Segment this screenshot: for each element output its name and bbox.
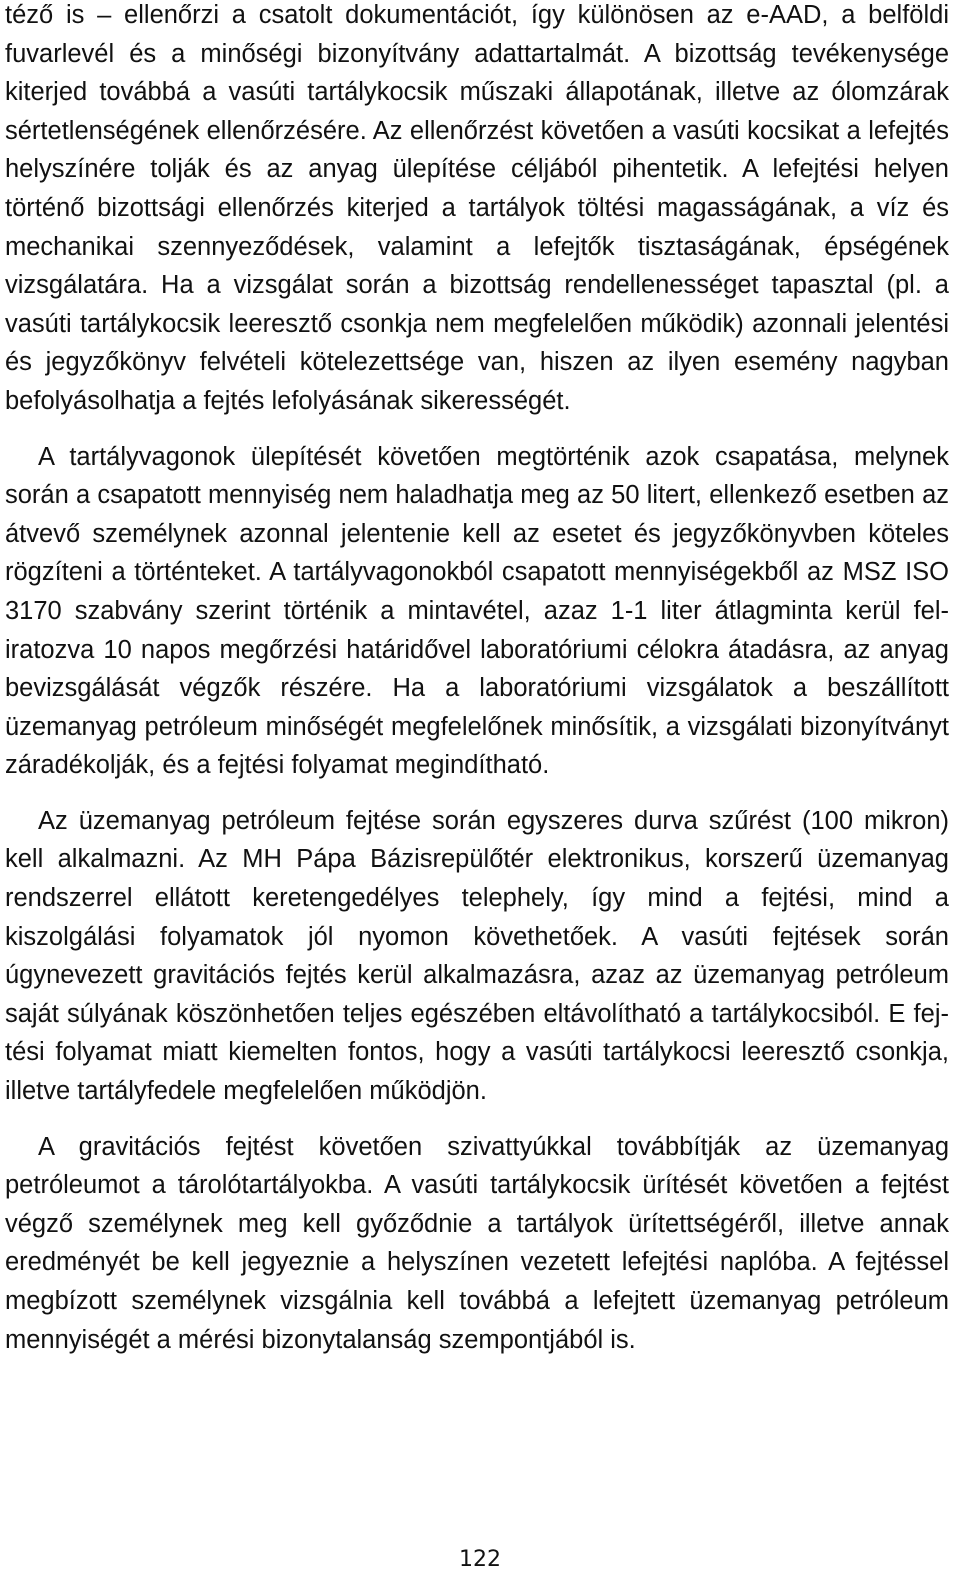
paragraph-2: A tartályvagonok ülepítését követően megtörténik azok csapatása, melynek során a csapatott mennyiség nem haladhatja meg az 50 litert, ellenkező esetben az átvevő személynek azonnal jelentenie kell az esetet és jegyzőkönyvben köteles rögzíteni a történteket. A tartályvagonokból csapatott mennyiségekből az MSZ ISO 3170 szabvány szerint történik a mintavétel, azaz 1-1 liter átlagminta kerül feliratozva 10 napos megőrzési határidővel laboratóriumi célokra átadásra, az anyag bevizsgálását végzők részére. Ha a laboratóriumi vizsgálatok a beszállított üzemanyag petróleum minőségét megfelelőnek minősítik, a vizsgálati bizonyítványt záradékolják, és a fejtési folyamat megindítható. <box>5 442 949 780</box>
body-text <box>5 0 949 1359</box>
paragraph-4: A gravitációs fejtést követően szivattyúkkal továbbítják az üzemanyag petróleumot a tárolótartályokba. A vasúti tartálykocsik ürítését követően a fejtést végző személynek meg kell győződnie a tartályok ürítettségéről, illetve annak eredményét be kell jegyeznie a helyszínen vezetett lefejtési naplóba. A fejtéssel megbízott személynek vizsgálnia kell továbbá a lefejtett üzemanyag petróleum mennyiségét a mérési bizonytalanság szempontjából is. <box>5 1132 949 1354</box>
paragraph-3: Az üzemanyag petróleum fejtése során egyszeres durva szűrést (100 mikron) kell alkalmazni. Az MH Pápa Bázisrepülőtér elektronikus, korszerű üzemanyag rendszerrel ellátott keretengedélyes telephely, így mind a fejtési, mind a kiszolgálási folyamatok jól nyomon követhetőek. A vasúti fejtések során úgynevezett gravitációs fejtés kerül alkalmazásra, azaz az üzemanyag petróleum saját súlyának köszönhetően teljes egészében eltávolítható a tartálykocsiból. E fejtési folyamat miatt kiemelten fontos, hogy a vasúti tartálykocsi leeresztő csonkja, illetve tartályfedele megfelelően működjön. <box>5 806 949 1106</box>
page-number: 122 <box>459 1547 501 1572</box>
paragraph-1: téző is – ellenőrzi a csatolt dokumentációt, így különösen az e-AAD, a belföldi fuvarlevél és a minőségi bizonyítvány adattartalmát. A bizottság tevékenysége kiterjed továbbá a vasúti tartálykocsik műszaki állapotának, illetve az ólomzárak sértetlenségének ellenőrzésére. Az ellenőrzést követően a vasúti kocsikat a lefejtés helyszínére tolják és az anyag ülepítése céljából pihentetik. A lefejtési helyen történő bizottsági ellenőrzés kiterjed a tartályok töltési magasságának, a víz és mechanikai szennyeződések, valamint a lefejtők tisztaságának, épségének vizsgálatára. Ha a vizsgálat során a bizottság rendellenességet tapasztal (pl. a vasúti tartálykocsik leeresztő csonkja nem megfelelően működik) azonnali jelentési és jegyzőkönyv felvételi kötelezettsége van, hiszen az ilyen esemény nagyban befolyásolhatja a fejtés lefolyásának sikerességét. <box>5 1 949 415</box>
